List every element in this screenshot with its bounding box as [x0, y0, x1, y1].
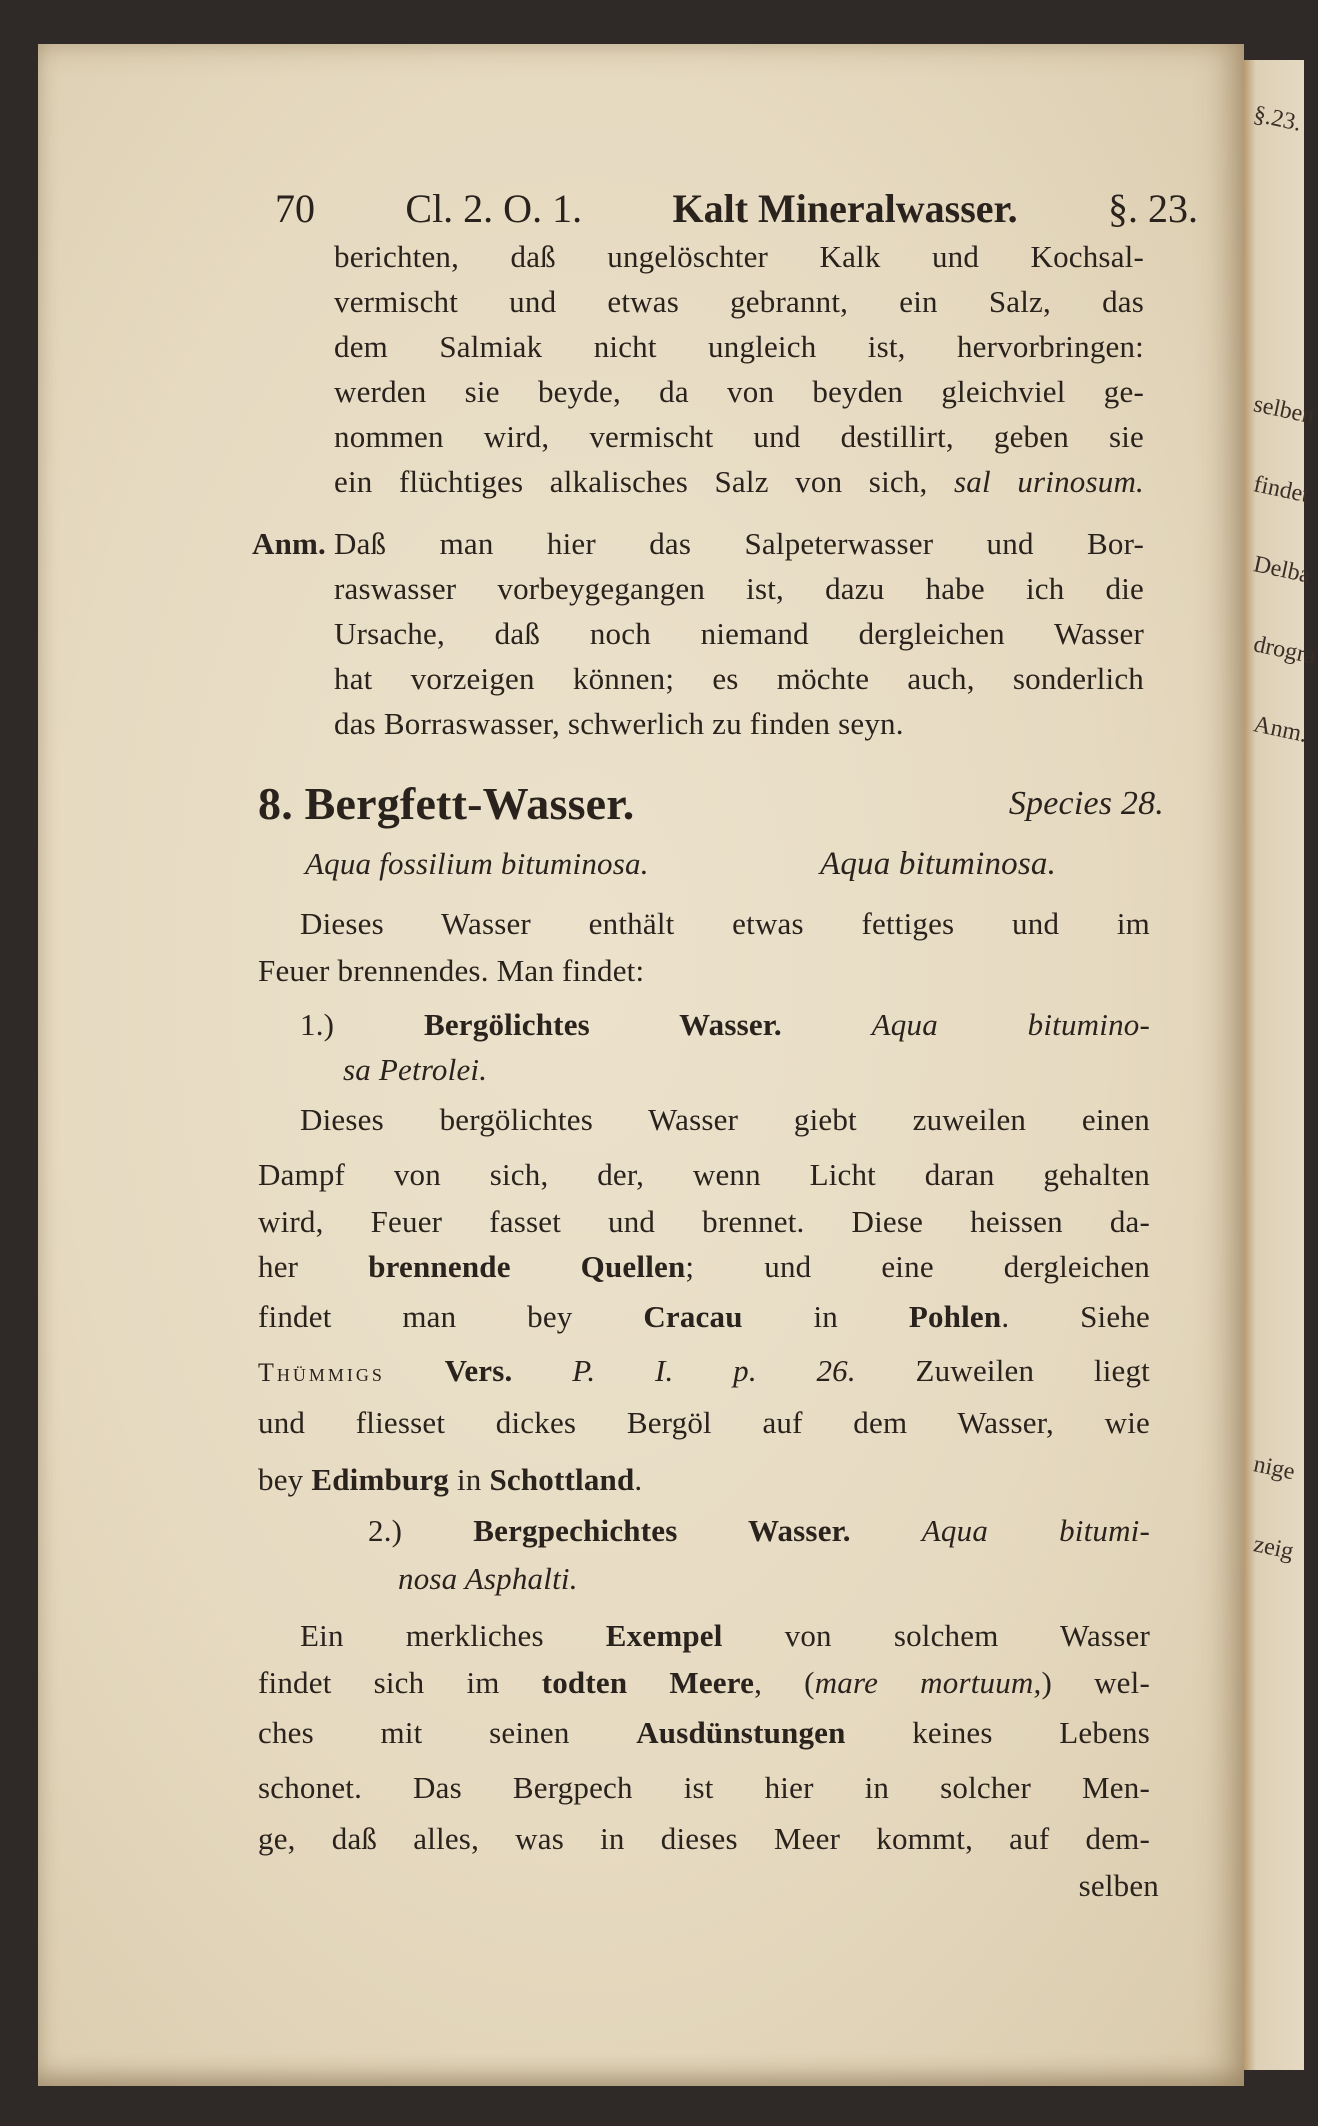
species-label: Species 28.: [1008, 785, 1164, 822]
text-segment: nommen wird, vermischt und destillirt, geben sie: [334, 419, 1144, 454]
species-heading: [258, 776, 634, 832]
text-segment: Dampf von sich, der, wenn Licht daran gehalten: [258, 1157, 1150, 1192]
text-segment: [512, 1353, 572, 1388]
text-line: [258, 1768, 1150, 1808]
text-line: [258, 1155, 1150, 1195]
text-segment: [385, 1353, 445, 1388]
text-segment: Zuweilen liegt: [855, 1353, 1150, 1388]
text-segment: schonet. Das Bergpech ist hier in solcher Men-: [258, 1770, 1150, 1805]
class-order: Cl. 2. O. 1.: [405, 186, 583, 231]
next-page-fragment: zeig: [1251, 1531, 1296, 1566]
text-segment: findet man bey: [258, 1299, 644, 1334]
text-line: [300, 904, 1150, 944]
text-line: [334, 462, 1144, 502]
text-line: [334, 282, 1144, 322]
text-segment: 2.): [368, 1513, 474, 1548]
emphasis-text: Bergölichtes Wasser.: [423, 1007, 782, 1042]
text-line: [258, 951, 644, 991]
emphasis-text: Pohlen: [908, 1299, 1002, 1334]
text-line: [258, 1663, 1150, 1703]
text-line: [334, 614, 1144, 654]
text-line: [334, 372, 1144, 412]
emphasis-text: Bergpechichtes Wasser.: [473, 1513, 851, 1548]
text-segment: 1.): [300, 1007, 424, 1042]
text-line: [343, 1050, 487, 1090]
emphasis-text: Vers.: [444, 1353, 513, 1388]
text-segment: vermischt und etwas gebrannt, ein Salz, das: [334, 284, 1144, 319]
text-segment: ) wel-: [1041, 1665, 1150, 1700]
text-segment: , (: [754, 1665, 815, 1700]
latin-text: sa Petrolei.: [343, 1052, 488, 1087]
next-page-fragment: findet: [1251, 471, 1312, 509]
emphasis-text: Ausdünstungen: [636, 1715, 846, 1750]
latin-text: nosa Asphalti.: [398, 1561, 578, 1596]
species-number: 8.: [258, 778, 293, 829]
latin-text: Aqua bitumino-: [871, 1007, 1151, 1042]
text-segment: ein flüchtiges alkalisches Salz von sich,: [334, 464, 955, 499]
text-line: [258, 1202, 1150, 1242]
text-segment: in: [449, 1462, 490, 1497]
text-segment: und fliesset dickes Bergöl auf dem Wasser, wie: [258, 1405, 1150, 1440]
text-line: [258, 1713, 1150, 1753]
text-line: [334, 417, 1144, 457]
latin-name-1: Aqua fossilium bituminosa.: [305, 846, 649, 881]
latin-text: P. I. p. 26.: [572, 1353, 856, 1388]
text-line: [334, 569, 1144, 609]
latin-text: mare mortuum,: [814, 1665, 1042, 1700]
running-title: Kalt Mineralwasser.: [672, 186, 1018, 231]
text-segment: Dieses bergölichtes Wasser giebt zuweilen einen: [300, 1102, 1150, 1137]
text-segment: von solchem Wasser: [722, 1618, 1150, 1653]
text-segment: dem Salmiak nicht ungleich ist, hervorbringen:: [334, 329, 1144, 364]
text-segment: ches mit seinen: [258, 1715, 637, 1750]
note-label: Anm.: [252, 526, 327, 561]
next-page-fragment: drogra: [1251, 631, 1318, 670]
latin-text: Aqua bitumi-: [921, 1513, 1151, 1548]
page-number: 70: [275, 186, 315, 231]
next-page-fragment: Delba: [1251, 551, 1313, 589]
text-line: [334, 704, 904, 744]
text-line: [334, 659, 1144, 699]
next-page-fragment: selben: [1251, 391, 1317, 430]
text-segment: ; und eine dergleichen: [685, 1249, 1151, 1284]
text-segment: Feuer brennendes. Man findet:: [258, 953, 645, 988]
text-segment: berichten, daß ungelöschter Kalk und Kochsal-: [334, 239, 1144, 274]
text-line: [258, 1297, 1150, 1337]
emphasis-text: brennende Quellen: [368, 1249, 686, 1284]
emphasis-text: Exempel: [605, 1618, 723, 1653]
text-line: [258, 1460, 642, 1500]
emphasis-text: Cracau: [643, 1299, 743, 1334]
text-segment: ge, daß alles, was in dieses Meer kommt, auf dem-: [258, 1821, 1150, 1856]
text-segment: bey: [258, 1462, 312, 1497]
text-segment: [782, 1007, 872, 1042]
next-page-fragment: §.23.: [1251, 101, 1304, 137]
latin-text: sal urinosum.: [954, 464, 1145, 499]
text-line: [300, 1005, 1150, 1045]
text-line: [258, 1403, 1150, 1443]
text-line: [334, 237, 1144, 277]
text-line: [334, 327, 1144, 367]
next-page-edge: [1244, 60, 1318, 2070]
text-line: [258, 1247, 1150, 1287]
catchword: selben: [1078, 1868, 1159, 1903]
text-line: [368, 1511, 1150, 1551]
text-line: [258, 1819, 1150, 1859]
running-header: [275, 184, 1198, 234]
next-page-fragment: Anm.: [1251, 711, 1310, 748]
text-segment: wird, Feuer fasset und brennet. Diese heissen da-: [258, 1204, 1150, 1239]
text-segment: Daß man hier das Salpeterwasser und Bor-: [334, 526, 1144, 561]
book-page: [38, 44, 1244, 2086]
text-line: [300, 1100, 1150, 1140]
section-number: §. 23.: [1108, 186, 1198, 231]
text-segment: raswasser vorbeygegangen ist, dazu habe ich die: [334, 571, 1144, 606]
text-segment: findet sich im: [258, 1665, 542, 1700]
text-segment: Ursache, daß noch niemand dergleichen Wasser: [334, 616, 1144, 651]
text-segment: hat vorzeigen können; es möchte auch, sonderlich: [334, 661, 1144, 696]
text-line: [334, 524, 1144, 564]
text-segment: her: [258, 1249, 369, 1284]
text-line: [300, 1616, 1150, 1656]
text-segment: Dieses Wasser enthält etwas fettiges und im: [300, 906, 1150, 941]
text-segment: werden sie beyde, da von beyden gleichviel ge-: [334, 374, 1144, 409]
text-segment: keines Lebens: [845, 1715, 1150, 1750]
emphasis-text: todten Meere: [541, 1665, 755, 1700]
text-segment: Ein merkliches: [300, 1618, 606, 1653]
latin-name-2: Aqua bituminosa.: [820, 846, 1057, 882]
species-name: Bergfett-Wasser.: [304, 778, 635, 829]
text-segment: Thümmigs: [258, 1358, 385, 1387]
text-segment: in: [742, 1299, 909, 1334]
emphasis-text: Schottland: [489, 1462, 635, 1497]
text-segment: [851, 1513, 922, 1548]
text-segment: das Borraswasser, schwerlich zu finden seyn.: [334, 706, 904, 741]
text-segment: .: [634, 1462, 643, 1497]
text-line: [258, 1351, 1150, 1393]
text-line: [398, 1559, 578, 1599]
next-page-fragment: nige: [1251, 1451, 1298, 1486]
emphasis-text: Edimburg: [311, 1462, 450, 1497]
text-segment: . Siehe: [1001, 1299, 1150, 1334]
